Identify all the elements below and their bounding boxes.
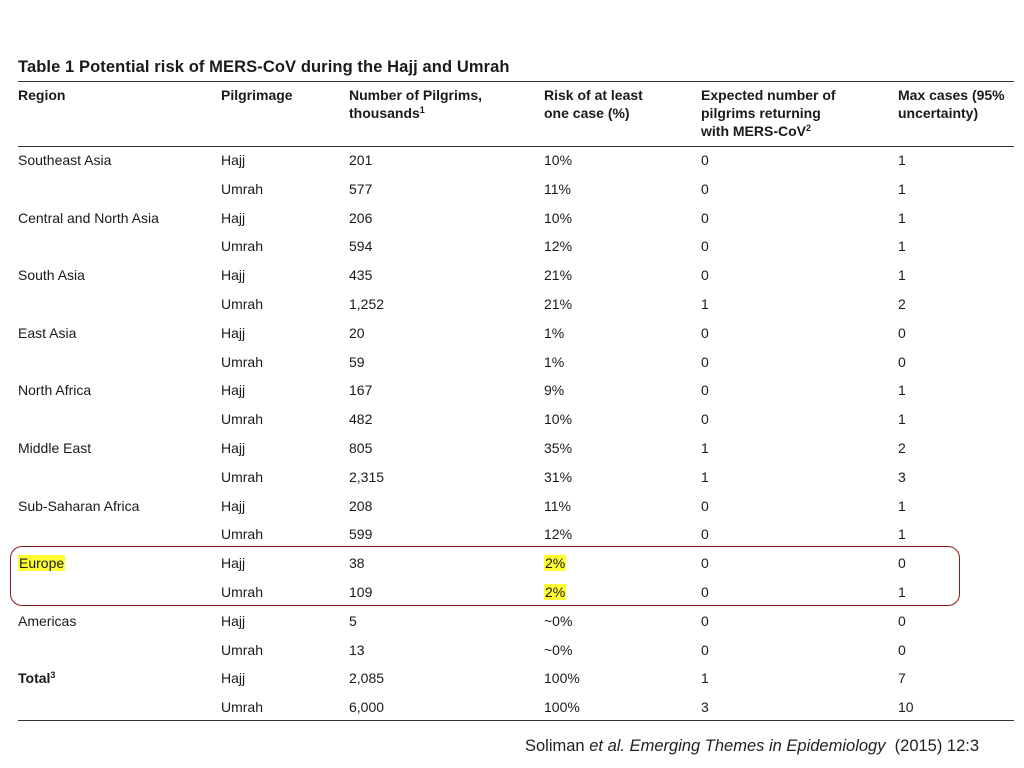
number-cell: 206 bbox=[349, 209, 373, 226]
max-cases-cell: 1 bbox=[898, 152, 906, 168]
max-cases-cell: 0 bbox=[898, 641, 906, 658]
table-row bbox=[0, 609, 1024, 637]
table-row bbox=[0, 292, 1024, 320]
table-top-rule bbox=[18, 81, 1014, 82]
expected-cell: 1 bbox=[701, 440, 709, 456]
region-cell: North Africa bbox=[18, 382, 92, 399]
max-cases-cell: 7 bbox=[898, 670, 906, 687]
risk-cell: 10% bbox=[544, 209, 573, 226]
risk-cell: 9% bbox=[544, 382, 565, 399]
number-cell: 482 bbox=[349, 411, 373, 428]
number-cell: 167 bbox=[349, 382, 373, 399]
expected-cell: 0 bbox=[701, 180, 709, 197]
number-cell: 1,252 bbox=[349, 296, 385, 312]
risk-cell: 100% bbox=[544, 699, 580, 716]
expected-cell: 0 bbox=[701, 641, 709, 658]
table-row bbox=[0, 206, 1024, 234]
table-row bbox=[0, 695, 1024, 723]
header-number: Number of Pilgrims, thousands$^1$ bbox=[349, 87, 483, 121]
table-header-rule bbox=[18, 146, 1014, 147]
table-row bbox=[0, 494, 1024, 522]
max-cases-cell: 0 bbox=[898, 324, 906, 341]
risk-cell: 1% bbox=[544, 353, 565, 370]
number-cell: 38 bbox=[349, 555, 365, 572]
max-cases-cell: 2 bbox=[898, 296, 906, 312]
risk-cell: 21% bbox=[544, 296, 573, 312]
table-row bbox=[0, 638, 1024, 666]
max-cases-cell: 1 bbox=[898, 497, 906, 514]
pilgrimage-cell: Umrah bbox=[221, 526, 264, 543]
region-cell: Southeast Asia bbox=[18, 152, 112, 168]
pilgrimage-cell: Umrah bbox=[221, 180, 264, 197]
risk-cell: 21% bbox=[544, 267, 573, 284]
expected-cell: 0 bbox=[701, 584, 709, 600]
expected-cell: 0 bbox=[701, 555, 709, 572]
table-row bbox=[0, 407, 1024, 435]
number-cell: 805 bbox=[349, 440, 373, 456]
expected-cell: 0 bbox=[701, 353, 709, 370]
region-cell: Sub-Saharan Africa bbox=[18, 497, 140, 514]
number-cell: 59 bbox=[349, 353, 365, 370]
expected-cell: 0 bbox=[701, 209, 709, 226]
max-cases-cell: 0 bbox=[898, 555, 906, 572]
header-max: Max cases (95% uncertainty) bbox=[898, 87, 1005, 121]
region-cell: South Asia bbox=[18, 267, 85, 284]
expected-cell: 1 bbox=[701, 670, 709, 687]
risk-cell: 2% bbox=[545, 555, 566, 572]
table-row bbox=[0, 465, 1024, 493]
pilgrimage-cell: Hajj bbox=[221, 670, 246, 687]
citation: Soliman et al. Emerging Themes in Epidemiology (2015) 12:3 bbox=[525, 737, 980, 755]
table-row bbox=[0, 378, 1024, 406]
expected-cell: 0 bbox=[701, 497, 709, 514]
region-cell: East Asia bbox=[18, 324, 77, 341]
table-row bbox=[0, 263, 1024, 291]
table-row bbox=[0, 177, 1024, 205]
number-cell: 2,315 bbox=[349, 468, 385, 485]
pilgrimage-cell: Umrah bbox=[221, 353, 264, 370]
risk-cell: 2% bbox=[545, 584, 566, 600]
risk-cell: 35% bbox=[544, 440, 573, 456]
number-cell: 20 bbox=[349, 324, 365, 341]
max-cases-cell: 1 bbox=[898, 411, 906, 428]
max-cases-cell: 3 bbox=[898, 468, 906, 485]
max-cases-cell: 1 bbox=[898, 238, 906, 255]
region-cell: Total$^3$ bbox=[18, 670, 56, 687]
risk-cell: ~0% bbox=[544, 641, 573, 658]
risk-cell: 100% bbox=[544, 670, 580, 687]
region-cell: Americas bbox=[18, 612, 77, 629]
expected-cell: 0 bbox=[701, 526, 709, 543]
pilgrimage-cell: Hajj bbox=[221, 267, 246, 284]
pilgrimage-cell: Hajj bbox=[221, 152, 246, 168]
pilgrimage-cell: Hajj bbox=[221, 209, 246, 226]
table-row bbox=[0, 436, 1024, 464]
table-row bbox=[0, 321, 1024, 349]
header-risk: Risk of at least one case (%) bbox=[544, 87, 643, 121]
risk-cell: 31% bbox=[544, 468, 573, 485]
max-cases-cell: 2 bbox=[898, 440, 906, 456]
table-row bbox=[0, 234, 1024, 262]
number-cell: 6,000 bbox=[349, 699, 385, 716]
pilgrimage-cell: Umrah bbox=[221, 296, 264, 312]
max-cases-cell: 1 bbox=[898, 209, 906, 226]
risk-cell: 1% bbox=[544, 324, 565, 341]
max-cases-cell: 1 bbox=[898, 584, 906, 600]
pilgrimage-cell: Umrah bbox=[221, 468, 264, 485]
max-cases-cell: 0 bbox=[898, 353, 906, 370]
expected-cell: 1 bbox=[701, 468, 709, 485]
pilgrimage-cell: Hajj bbox=[221, 555, 246, 572]
pilgrimage-cell: Hajj bbox=[221, 497, 246, 514]
risk-cell: 10% bbox=[544, 411, 573, 428]
pilgrimage-cell: Hajj bbox=[221, 324, 246, 341]
risk-cell: 11% bbox=[544, 497, 571, 514]
max-cases-cell: 10 bbox=[898, 699, 914, 716]
expected-cell: 0 bbox=[701, 238, 709, 255]
risk-cell: 11% bbox=[544, 180, 571, 197]
table-bottom-rule bbox=[18, 720, 1014, 721]
expected-cell: 0 bbox=[701, 324, 709, 341]
number-cell: 208 bbox=[349, 497, 373, 514]
number-cell: 201 bbox=[349, 152, 373, 168]
number-cell: 599 bbox=[349, 526, 373, 543]
pilgrimage-cell: Hajj bbox=[221, 382, 246, 399]
pilgrimage-cell: Umrah bbox=[221, 238, 264, 255]
max-cases-cell: 0 bbox=[898, 612, 906, 629]
expected-cell: 0 bbox=[701, 612, 709, 629]
number-cell: 13 bbox=[349, 641, 365, 658]
number-cell: 594 bbox=[349, 238, 373, 255]
europe-highlight-box bbox=[10, 546, 960, 606]
table-caption: Table 1 Potential risk of MERS-CoV during the Hajj and Umrah bbox=[18, 58, 510, 76]
header-region: Region bbox=[18, 87, 66, 103]
number-cell: 577 bbox=[349, 180, 373, 197]
expected-cell: 0 bbox=[701, 152, 709, 168]
risk-cell: 12% bbox=[544, 238, 573, 255]
expected-cell: 0 bbox=[701, 382, 709, 399]
table-row bbox=[0, 350, 1024, 378]
region-cell: Central and North Asia bbox=[18, 209, 159, 226]
pilgrimage-cell: Hajj bbox=[221, 440, 246, 456]
number-cell: 435 bbox=[349, 267, 373, 284]
max-cases-cell: 1 bbox=[898, 180, 906, 197]
risk-cell: 10% bbox=[544, 152, 573, 168]
header-pilgrimage: Pilgrimage bbox=[221, 87, 293, 103]
max-cases-cell: 1 bbox=[898, 526, 906, 543]
risk-cell: ~0% bbox=[544, 612, 573, 629]
header-expected: Expected number of pilgrims returning with MERS-CoV$^2$ bbox=[701, 87, 836, 139]
number-cell: 5 bbox=[349, 612, 357, 629]
number-cell: 2,085 bbox=[349, 670, 385, 687]
expected-cell: 1 bbox=[701, 296, 709, 312]
pilgrimage-cell: Hajj bbox=[221, 612, 246, 629]
table-row bbox=[0, 148, 1024, 176]
max-cases-cell: 1 bbox=[898, 382, 906, 399]
expected-cell: 0 bbox=[701, 267, 709, 284]
table-row bbox=[0, 666, 1024, 694]
pilgrimage-cell: Umrah bbox=[221, 699, 264, 716]
max-cases-cell: 1 bbox=[898, 267, 906, 284]
region-cell: Middle East bbox=[18, 440, 92, 456]
expected-cell: 0 bbox=[701, 411, 709, 428]
expected-cell: 3 bbox=[701, 699, 709, 716]
pilgrimage-cell: Umrah bbox=[221, 411, 264, 428]
number-cell: 109 bbox=[349, 584, 373, 600]
pilgrimage-cell: Umrah bbox=[221, 584, 264, 600]
region-cell: Europe bbox=[19, 555, 65, 572]
risk-cell: 12% bbox=[544, 526, 573, 543]
pilgrimage-cell: Umrah bbox=[221, 641, 264, 658]
